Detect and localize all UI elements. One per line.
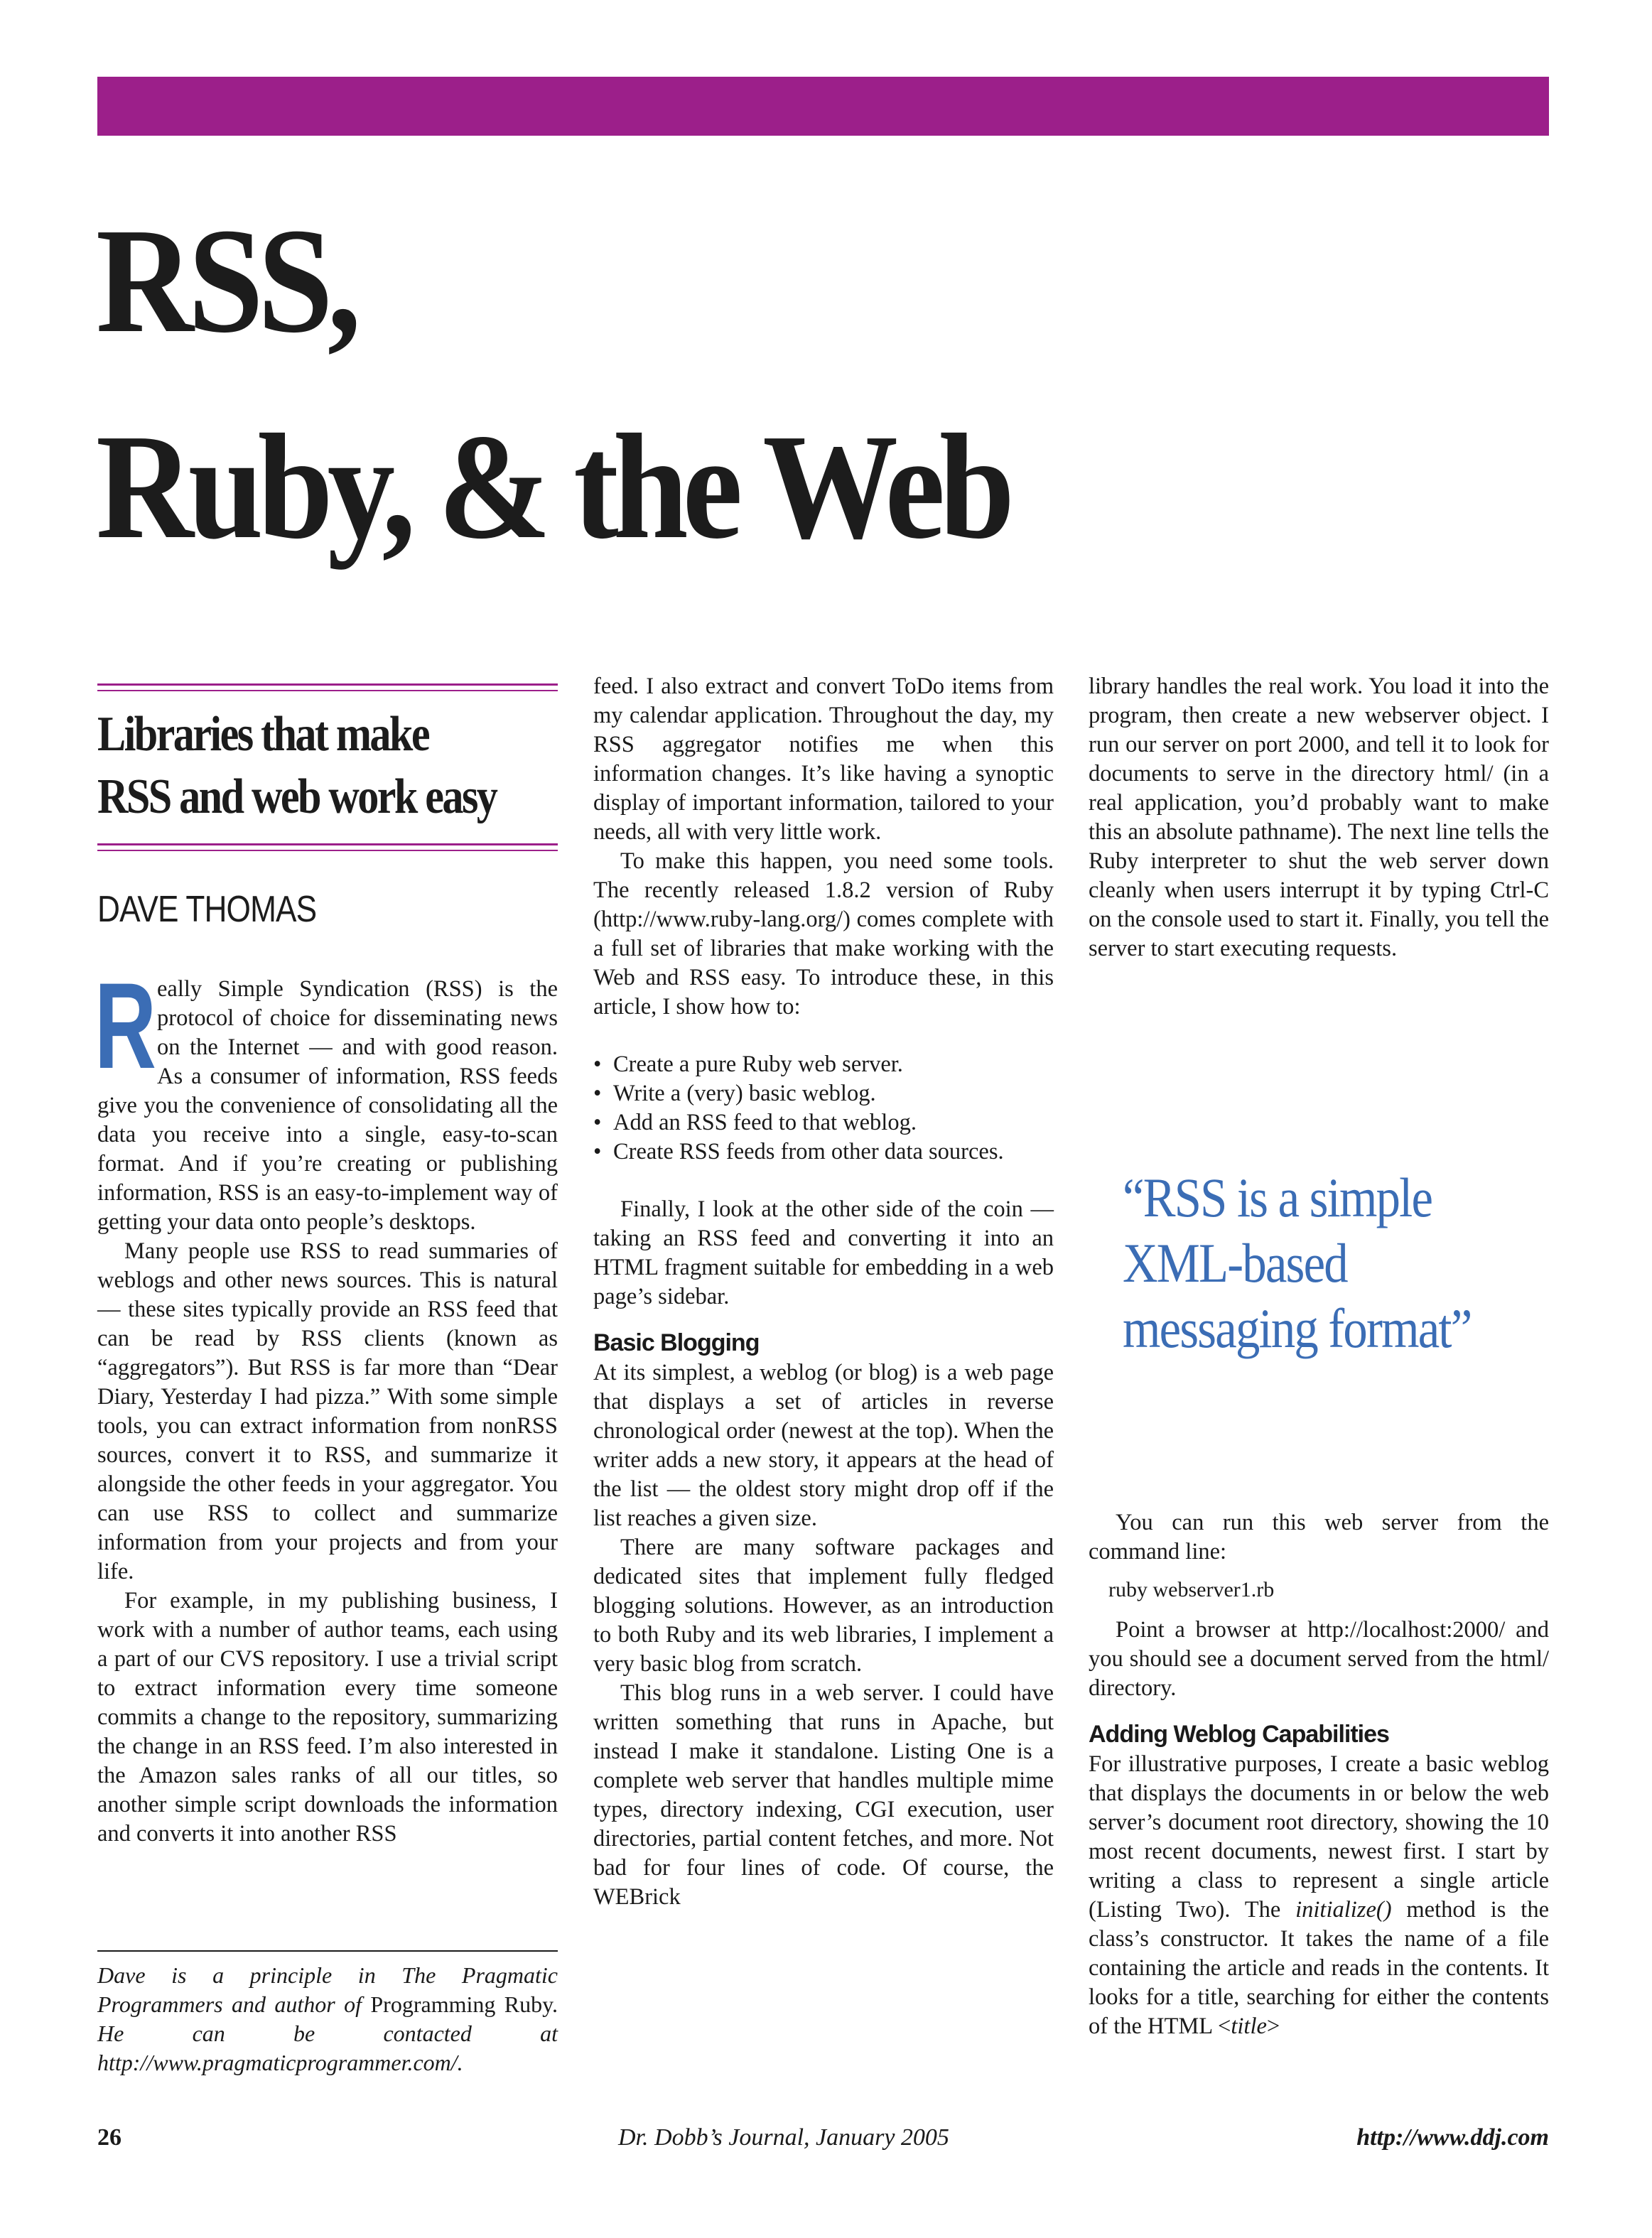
author-bio [97, 1961, 558, 2077]
title-line-2: Ruby, & the Web [96, 403, 1010, 570]
article-deck [97, 703, 525, 828]
article-title [96, 178, 1009, 590]
journal-footer: Dr. Dobb’s Journal, January 2005 [618, 2124, 949, 2151]
author-byline: DAVE THOMAS [97, 889, 317, 930]
page-number: 26 [97, 2124, 122, 2151]
deck-line-1: Libraries that make [97, 707, 428, 762]
paragraph: At its simplest, a weblog (or blog) is a web page that displays a set of articles in reverse chronological order (newest at the top). When the writer adds a new story, it appears at the head of the list — the oldest story might drop off if the list reaches a given size. [593, 1360, 1054, 1531]
column-3 [1089, 672, 1549, 963]
code-sample: ruby webserver1.rb [1108, 1578, 1275, 1601]
website-footer: http://www.ddj.com [1356, 2124, 1549, 2151]
header-accent-bar [97, 77, 1549, 136]
drop-cap: R [95, 958, 156, 1094]
deck-top-rule [97, 683, 558, 691]
list-item: • Create a pure Ruby web server. [593, 1050, 1054, 1079]
text-run: > [1266, 2013, 1280, 2039]
paragraph: To make this happen, you need some tools. The recently released 1.8.2 version of Ruby (http://www.ruby-lang.org/) comes complete with a full set of libraries that make working with the Web and RSS easy. To introduce these, in this article, I show how to: [593, 848, 1054, 1020]
column-2 [593, 672, 1054, 1912]
pull-quote-line-3: messaging format” [1123, 1297, 1472, 1359]
code-term: title [1231, 2013, 1267, 2039]
code-term: initialize() [1295, 1897, 1392, 1923]
title-line-1: RSS, [96, 197, 356, 364]
paragraph: This blog runs in a web server. I could have written something that runs in Apache, but instead I make it standalone. Listing One is a complete web server that handles multiple mime types, directory indexing, CGI execution, user directories, partial content fetches, and more. Not bad for four lines of code. Of course, the WEBrick [593, 1680, 1054, 1910]
pull-quote [1123, 1165, 1498, 1361]
paragraph: Many people use RSS to read summaries of weblogs and other news sources. This is natural — these sites typically provide an RSS feed that can be read by RSS clients (known as “aggregators”). But RSS is far more than “Dear Diary, Yesterday I had pizza.” With some simple tools, you can extract information from nonRSS sources, convert it to RSS, and summarize it alongside the other feeds in your aggregator. You can use RSS to collect and summarize information from your projects and from your life. [97, 1238, 558, 1584]
list-item: • Write a (very) basic weblog. [593, 1079, 1054, 1108]
section-heading: Adding Weblog Capabilities [1089, 1721, 1389, 1748]
paragraph: You can run this web server from the command line: [1089, 1510, 1549, 1564]
paragraph: There are many software packages and dedicated sites that implement fully fledged blogging solutions. However, as an introduction to both Ruby and its web libraries, I implement a very basic blog from scratch. [593, 1535, 1054, 1677]
list-item: • Add an RSS feed to that weblog. [593, 1108, 1054, 1137]
paragraph: Point a browser at http://localhost:2000/ and you should see a document served from the html/ directory. [1089, 1617, 1549, 1701]
column-1 [95, 958, 558, 1849]
paragraph: For example, in my publishing business, I work with a number of author teams, each using a part of our CVS repository. I use a trivial script to extract information every time someone commits a change to the repository, summarizing the change in an RSS feed. I’m also interested in the Amazon sales ranks of all our titles, so another simple script downloads the information and converts it into another RSS [97, 1588, 558, 1847]
paragraph: library handles the real work. You load it into the program, then create a new webserver object. I run our server on port 2000, and tell it to look for documents to serve in the directory html/ (in a real application, you’d probably want to make this an absolute pathname). The next line tells the Ruby interpreter to shut the web server down cleanly when users interrupt it by typing Ctrl-C on the console used to start it. Finally, you tell the server to start executing requests. [1089, 674, 1549, 961]
list-item: • Create RSS feeds from other data sources. [593, 1137, 1054, 1167]
pull-quote-line-2: XML-based [1123, 1232, 1347, 1294]
deck-line-2: RSS and web work easy [97, 769, 497, 824]
bio-text-1: Dave is a principle in The Pragmatic Programmers and author of [97, 1962, 558, 2017]
intro-paragraph [95, 958, 558, 1237]
bullet-list [593, 1050, 1054, 1167]
intro-text: eally Simple Syndication (RSS) is the protocol of choice for disseminating news on the Internet — and with good reason. As a consumer of information, RSS feeds give you the convenience of consolidating all the data you receive into a single, easy-to-scan format. And if you’re creating or publishing information, RSS is an easy-to-implement way of getting your data onto people’s desktops. [97, 976, 558, 1235]
bio-book-title: Programming Ruby. [370, 1991, 558, 2017]
paragraph: Finally, I look at the other side of the coin — taking an RSS feed and converting it into an HTML fragment suitable for embedding in a web page’s sidebar. [593, 1196, 1054, 1309]
bio-rule [97, 1950, 558, 1952]
section-heading: Basic Blogging [593, 1329, 760, 1356]
pull-quote-line-1: “RSS is a simple [1123, 1167, 1432, 1228]
text-run: For illustrative purposes, I create a basic weblog that displays the documents in or below the web server’s document root directory, showing the 10 most recent documents, newest first. I start by writing a class to represent a single article (Listing Two). The [1089, 1751, 1549, 1923]
paragraph [1089, 1750, 1549, 2041]
paragraph: feed. I also extract and convert ToDo items from my calendar application. Throughout the day, my RSS aggregator notifies me when this information changes. It’s like having a synoptic display of important information, tailored to your needs, all with very little work. [593, 674, 1054, 845]
deck-bottom-rule [97, 843, 558, 851]
text-run: method is the class’s constructor. It takes the name of a file containing the article and reads in the contents. It looks for a title, searching for either the contents of the HTML < [1089, 1897, 1549, 2039]
column-3-lower [1089, 1508, 1549, 2041]
bio-text-2: He can be contacted at http://www.pragmaticprogrammer.com/. [97, 2021, 558, 2075]
